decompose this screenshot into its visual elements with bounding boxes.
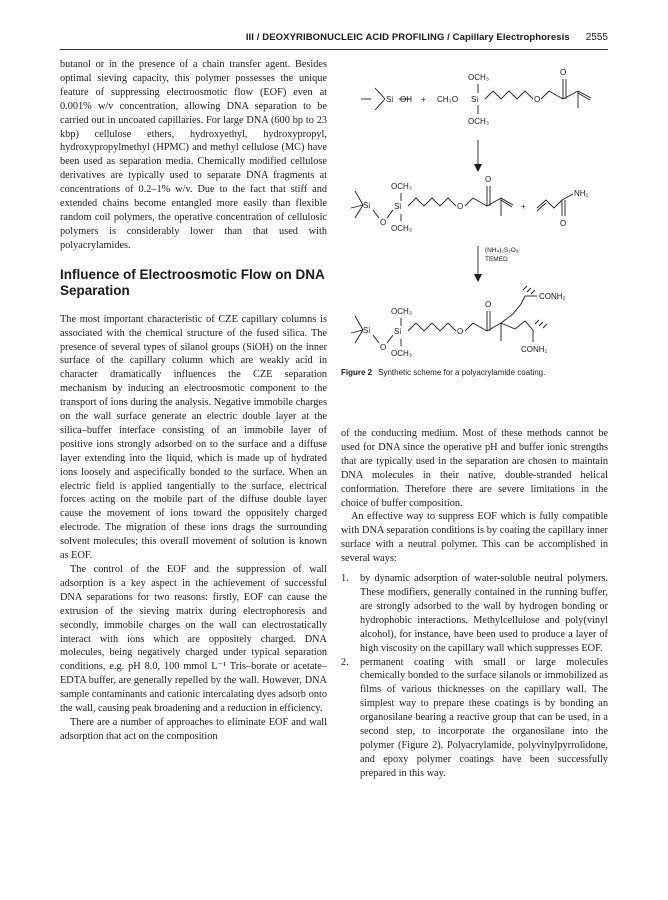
caption-text: Synthetic scheme for a polyacrylamide coating. [378,368,546,377]
label-si: Si [471,95,479,104]
list-item [341,572,608,655]
label-ch3o: CH₃O [437,95,459,104]
left-column [60,58,327,744]
label-oh: OH [400,95,412,104]
label-o: O [485,175,492,184]
label-si: Si [363,201,371,210]
coating-methods-list [341,572,608,781]
label-reagent-persulfate: (NH₄)₂S₂O₈ [485,247,519,254]
list-item-text: permanent coating with small or large molecules chemically bonded to the surface silanols or immobilized as films of various thicknesses on the capillary wall. The simplest way to prepare these coatings is by bonding an organosilane bearing a reactive group that can be used, in a second step, to incorporate the organosilane into the polymer (Figure 2). Polyacrylamide, polyvinylpyrrolidone, and epoxy polymer coatings have been successfully prepared in this way. [360,656,608,779]
label-o: O [457,327,464,336]
running-header [60,25,608,50]
label-och3: OCH₃ [468,73,490,82]
list-item [341,656,608,781]
figure-caption [341,368,608,377]
page-number: 2555 [585,31,608,43]
label-o: O [380,218,387,227]
label-nh2: NH₂ [574,189,589,198]
label-si: Si [394,202,402,211]
label-o: O [485,300,492,309]
label-reagent-temed: TEMED [485,256,508,263]
label-och3: OCH₃ [391,349,413,358]
label-si: Si [394,327,402,336]
reaction-scheme [341,58,608,368]
label-plus: + [521,202,526,211]
label-o: O [560,68,567,77]
label-conh2: CONH₂ [539,292,566,301]
label-si: Si [386,95,394,104]
label-och3: OCH₃ [391,224,413,233]
label-plus: + [421,95,426,104]
label-och3: OCH₃ [391,307,413,316]
label-och3: OCH₃ [391,182,413,191]
section-heading: Influence of Electroosmotic Flow on DNA Separation [60,266,325,298]
paragraph: of the conducting medium. Most of these methods cannot be used for DNA since the operative pH and buffer ionic strengths that are typically used in the separation are chosen to maintain DNA molecules in their native, double-stranded helical conformation. Therefore there are severe limitations in the choice of buffer composition. [341,428,608,509]
running-title: III / DEOXYRIBONUCLEIC ACID PROFILING / Capillary Electrophoresis [245,31,570,43]
list-item-number: 2. [341,656,349,668]
label-o: O [457,202,464,211]
paragraph: An effective way to suppress EOF which is fully compatible with DNA separation conditions is by coating the capillary inner surface with a neutral polymer. This can be accomplished in several ways: [341,511,608,565]
label-o: O [380,343,387,352]
list-item-number: 1. [341,573,349,585]
paragraph: The most important characteristic of CZE capillary columns is associated with the chemical structure of the fused silica. The presence of several types of silanol groups (SiOH) on the inner surface of the capillary column which are weakly acid in character dramatically influences the CZE separation mechanism by inducing an electroosmotic component to the transport of ions during the analysis. Negative immobile charges on the wall surface generate an electric double layer at the silica–buffer interface consisting of an immobile layer of positive ions strongly adsorbed on to the surface and a diffuse layer extending into the liquid, which is made up of hydrated ions loosely and aspecifically bonded to the surface. When an electric field is applied tangentially to the surface, electrical forces acting on the mobile part of the diffuse double layer cause the movement of ions toward the oppositely charged electrode. The migration of these ions drags the surrounding solvent molecules; this overall movement of solution is known as EOF. [60,313,327,562]
list-item-text: by dynamic adsorption of water-soluble neutral polymers. These modifiers, generally contained in the running buffer, are strongly adsorbed to the wall by hydrogen bonding or hydrophobic interactions. Methylcellulose and poly(vinyl alcohol), for instance, have been used to produce a layer of high viscosity on the capillary wall which suppresses EOF. [360,573,608,654]
label-o: O [560,219,567,228]
figure-2-scheme [341,58,608,388]
paragraph: There are a number of approaches to eliminate EOF and wall adsorption that act on the composition [60,716,327,742]
label-si: Si [363,326,371,335]
label-och3: OCH₃ [468,117,490,126]
paragraph: butanol or in the presence of a chain transfer agent. Besides optimal sieving capacity, this polymer possesses the unique feature of suppressing electroosmotic flow (EOF) even at 0.001% w/v concentration, allowing DNA separation to be carried out in uncoated capillaries. For large DNA (600 bp to 23 kbp) cellulose ethers, hydroxyethyl, hydroxypropyl, hydroxypropylmethyl (HPMC) and methyl cellulose (MC) have been used as separation media. Chemically modified cellulose derivatives are typically used to separate DNA fragments at concentrations of 0.2–1% w/v. Due to the fact that stiff and extended chains become entangled more easily than flexible random coil polymers, the operative concentration of cellulosic polymers is considerably lower than that used with polyacrylamides. [60,59,327,251]
paragraph: The control of the EOF and the suppression of wall adsorption is a key aspect in the achievement of successful DNA separations for two reasons: firstly, EOF can cause the extrusion of the sieving matrix during electrophoresis and secondly, immobile charges on the wall can electrostatically interact with ions which are oppositely charged. DNA molecules, being negatively charged under typical separation conditions, e.g. pH 8.0, 100 mmol L⁻¹ Tris–borate or acetate–EDTA buffer, are generally repelled by the wall. However, DNA sample contaminants and cationic intercalating dyes adsorb onto the wall, causing peak broadening and a reduction in efficiency. [60,564,327,715]
figure-label: Figure 2 [341,368,373,377]
right-column [341,427,608,781]
label-conh2: CONH₂ [521,345,548,354]
label-o: O [534,95,541,104]
